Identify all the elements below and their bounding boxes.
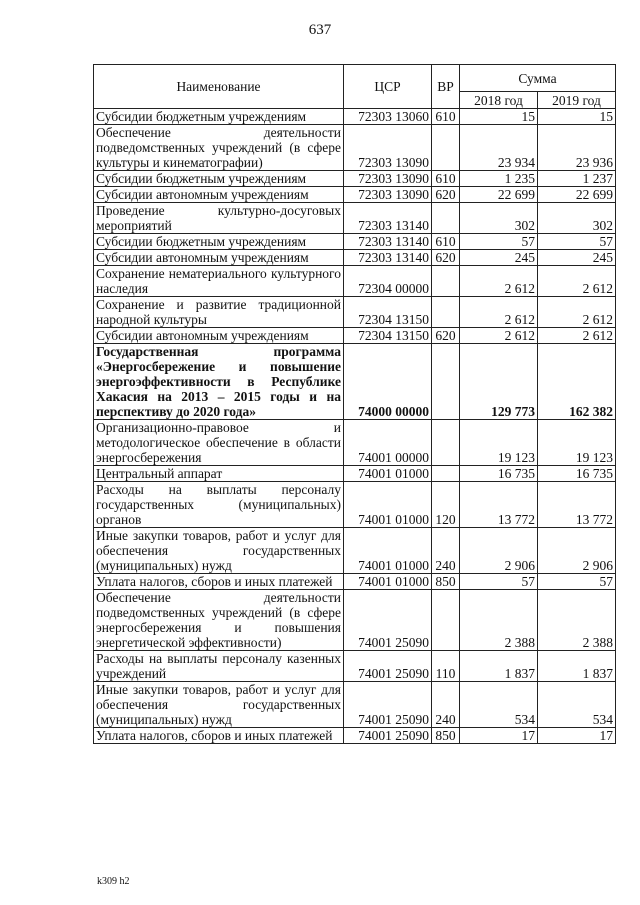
row-value-2018: 17 — [460, 728, 538, 744]
column-header-2019: 2019 год — [538, 92, 616, 109]
row-value-2019: 23 936 — [538, 125, 616, 171]
row-value-2018: 57 — [460, 234, 538, 250]
row-name: Субсидии бюджетным учреждениям — [94, 234, 344, 250]
row-name: Организационно-правовое и методологическое обеспечение в области энергосбережения — [94, 420, 344, 466]
row-value-2019: 1 837 — [538, 651, 616, 682]
row-value-2019: 2 612 — [538, 328, 616, 344]
table-row — [94, 297, 616, 328]
row-value-2019: 2 612 — [538, 297, 616, 328]
table-row — [94, 125, 616, 171]
row-name: Государственная программа «Энергосбережение и повышение энергоэффективности в Республике Хакасия на 2013 – 2015 годы и на перспективу до 2020 года» — [94, 344, 344, 420]
row-vr: 620 — [432, 187, 460, 203]
row-name: Уплата налогов, сборов и иных платежей — [94, 728, 344, 744]
row-name: Сохранение нематериального культурного наследия — [94, 266, 344, 297]
row-csr: 72303 13090 — [344, 171, 432, 187]
table-row — [94, 728, 616, 744]
footer-code: k309 h2 — [97, 876, 130, 887]
row-value-2019: 162 382 — [538, 344, 616, 420]
row-csr: 74001 25090 — [344, 590, 432, 651]
row-value-2018: 22 699 — [460, 187, 538, 203]
table-row — [94, 187, 616, 203]
table-row — [94, 266, 616, 297]
row-name: Субсидии бюджетным учреждениям — [94, 171, 344, 187]
row-value-2018: 2 612 — [460, 266, 538, 297]
row-vr — [432, 590, 460, 651]
row-value-2019: 22 699 — [538, 187, 616, 203]
row-name: Иные закупки товаров, работ и услуг для обеспечения государственных (муниципальных) нужд — [94, 528, 344, 574]
table-row — [94, 466, 616, 482]
row-name: Субсидии бюджетным учреждениям — [94, 109, 344, 125]
row-csr: 72303 13090 — [344, 187, 432, 203]
row-value-2019: 245 — [538, 250, 616, 266]
table-row — [94, 109, 616, 125]
column-header-2018: 2018 год — [460, 92, 538, 109]
row-vr: 850 — [432, 574, 460, 590]
row-csr: 74001 01000 — [344, 528, 432, 574]
row-value-2018: 129 773 — [460, 344, 538, 420]
row-value-2019: 17 — [538, 728, 616, 744]
row-name: Сохранение и развитие традиционной народной культуры — [94, 297, 344, 328]
row-value-2019: 57 — [538, 574, 616, 590]
row-value-2018: 57 — [460, 574, 538, 590]
row-vr — [432, 125, 460, 171]
row-value-2019: 534 — [538, 682, 616, 728]
row-value-2018: 2 388 — [460, 590, 538, 651]
row-name: Проведение культурно-досуговых мероприятий — [94, 203, 344, 234]
table-row — [94, 651, 616, 682]
row-value-2018: 19 123 — [460, 420, 538, 466]
row-value-2019: 302 — [538, 203, 616, 234]
row-name: Субсидии автономным учреждениям — [94, 187, 344, 203]
row-csr: 72303 13140 — [344, 203, 432, 234]
row-value-2019: 57 — [538, 234, 616, 250]
row-name: Обеспечение деятельности подведомственных учреждений (в сфере энергосбережения и повышения энергетической эффективности) — [94, 590, 344, 651]
row-value-2019: 1 237 — [538, 171, 616, 187]
row-name: Центральный аппарат — [94, 466, 344, 482]
table-row — [94, 328, 616, 344]
row-csr: 74000 00000 — [344, 344, 432, 420]
table-row — [94, 574, 616, 590]
column-header-csr: ЦСР — [344, 65, 432, 109]
row-name: Расходы на выплаты персоналу государственных (муниципальных) органов — [94, 482, 344, 528]
table-row — [94, 344, 616, 420]
page-number: 637 — [308, 22, 332, 38]
column-header-sum: Сумма — [460, 65, 616, 92]
row-value-2018: 16 735 — [460, 466, 538, 482]
row-vr: 620 — [432, 328, 460, 344]
table-body — [94, 109, 616, 744]
row-csr: 72304 13150 — [344, 328, 432, 344]
row-csr: 72304 00000 — [344, 266, 432, 297]
table-header — [94, 65, 616, 109]
row-vr — [432, 297, 460, 328]
table-row — [94, 420, 616, 466]
row-csr: 72303 13140 — [344, 234, 432, 250]
row-value-2019: 2 612 — [538, 266, 616, 297]
column-header-vr: ВР — [432, 65, 460, 109]
table-row — [94, 482, 616, 528]
row-vr: 240 — [432, 682, 460, 728]
row-vr: 610 — [432, 171, 460, 187]
column-header-name: Наименование — [94, 65, 344, 109]
row-vr: 610 — [432, 109, 460, 125]
row-csr: 72303 13060 — [344, 109, 432, 125]
row-vr: 850 — [432, 728, 460, 744]
row-vr: 240 — [432, 528, 460, 574]
row-name: Субсидии автономным учреждениям — [94, 250, 344, 266]
row-value-2019: 16 735 — [538, 466, 616, 482]
row-value-2019: 2 388 — [538, 590, 616, 651]
row-value-2019: 15 — [538, 109, 616, 125]
row-csr: 74001 01000 — [344, 482, 432, 528]
row-csr: 72303 13090 — [344, 125, 432, 171]
table-row — [94, 234, 616, 250]
row-csr: 74001 00000 — [344, 420, 432, 466]
row-value-2018: 2 612 — [460, 328, 538, 344]
row-value-2018: 245 — [460, 250, 538, 266]
row-csr: 74001 01000 — [344, 574, 432, 590]
row-vr: 620 — [432, 250, 460, 266]
row-value-2018: 534 — [460, 682, 538, 728]
row-value-2019: 13 772 — [538, 482, 616, 528]
row-name: Иные закупки товаров, работ и услуг для обеспечения государственных (муниципальных) нужд — [94, 682, 344, 728]
row-vr: 120 — [432, 482, 460, 528]
row-value-2019: 19 123 — [538, 420, 616, 466]
row-csr: 74001 25090 — [344, 728, 432, 744]
row-csr: 74001 25090 — [344, 682, 432, 728]
row-name: Уплата налогов, сборов и иных платежей — [94, 574, 344, 590]
table-row — [94, 590, 616, 651]
row-vr: 610 — [432, 234, 460, 250]
table-row — [94, 682, 616, 728]
row-value-2018: 2 906 — [460, 528, 538, 574]
budget-table — [93, 64, 616, 744]
table-row — [94, 203, 616, 234]
table-row — [94, 528, 616, 574]
row-value-2019: 2 906 — [538, 528, 616, 574]
row-value-2018: 13 772 — [460, 482, 538, 528]
row-value-2018: 302 — [460, 203, 538, 234]
row-vr: 110 — [432, 651, 460, 682]
row-csr: 72304 13150 — [344, 297, 432, 328]
row-value-2018: 2 612 — [460, 297, 538, 328]
row-value-2018: 1 837 — [460, 651, 538, 682]
row-csr: 74001 01000 — [344, 466, 432, 482]
row-name: Расходы на выплаты персоналу казенных учреждений — [94, 651, 344, 682]
row-value-2018: 1 235 — [460, 171, 538, 187]
table-row — [94, 250, 616, 266]
table-row — [94, 171, 616, 187]
row-name: Обеспечение деятельности подведомственных учреждений (в сфере культуры и кинематографии) — [94, 125, 344, 171]
row-csr: 74001 25090 — [344, 651, 432, 682]
row-value-2018: 23 934 — [460, 125, 538, 171]
row-vr — [432, 203, 460, 234]
row-csr: 72303 13140 — [344, 250, 432, 266]
row-value-2018: 15 — [460, 109, 538, 125]
row-vr — [432, 420, 460, 466]
row-name: Субсидии автономным учреждениям — [94, 328, 344, 344]
row-vr — [432, 466, 460, 482]
row-vr — [432, 266, 460, 297]
row-vr — [432, 344, 460, 420]
